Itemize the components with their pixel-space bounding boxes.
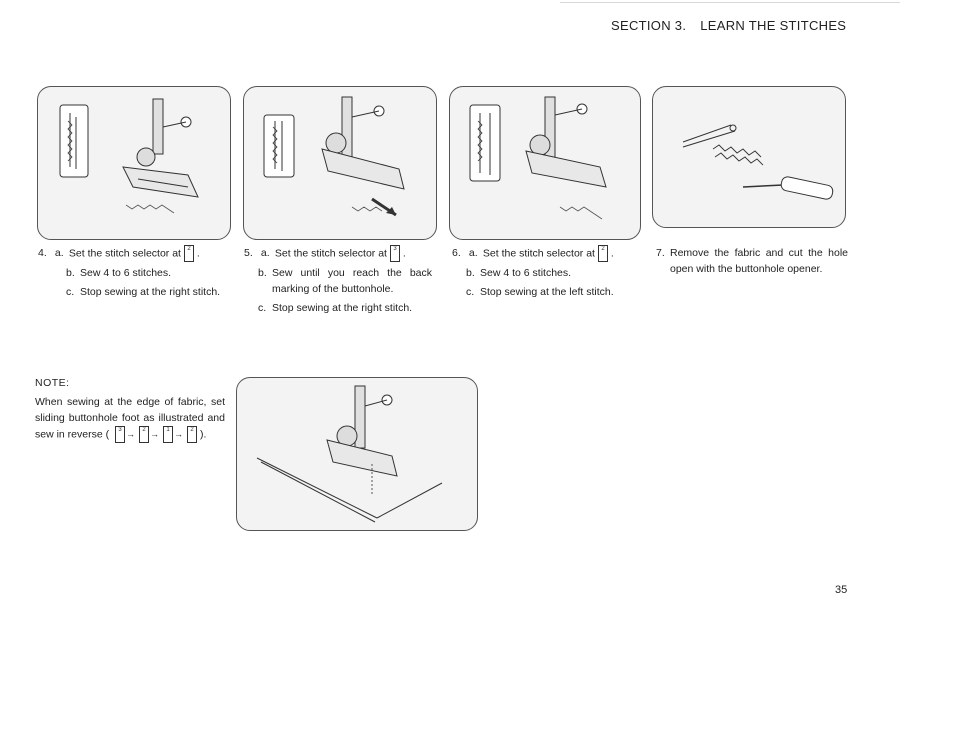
illustration-note [236,377,478,531]
step-text: Set the stitch selector at [482,247,595,260]
step-number: 6. [452,247,461,260]
step-5: 5. a. Set the stitch selector at 3 . b. Sew until you reach the back marking of the buttonhole. c. Stop sewing at the right stitch. [244,246,432,314]
step-number: 5. [244,247,253,260]
step-text: Sew 4 to 6 stitches. [80,267,172,279]
arrow-right-icon: → [174,429,184,440]
step-text: Sew 4 to 6 stitches. [480,267,572,279]
illustration-step-6 [449,86,641,240]
illustration-step-5 [243,86,437,240]
step-number: 7. [656,247,665,259]
step-text: Set the stitch selector at [274,247,387,260]
sub-label: a. [260,247,270,260]
step-6: 6. a. Set the stitch selector at 2 . b. Sew 4 to 6 stitches. c. Stop sewing at the left stitch. [452,246,614,298]
sub-label: c. [466,286,475,298]
arrow-right-icon: → [150,429,160,440]
step-text: Stop sewing at the right stitch. [80,286,221,298]
sub-label: b. [258,267,267,279]
step-text: Stop sewing at the right stitch. [272,302,413,314]
section-header [611,18,846,33]
step-text: Sew until you reach the back marking of the buttonhole. [272,267,432,295]
sub-label: c. [66,286,75,298]
sequence-symbol: 1 [163,426,173,443]
note-close: ). [199,428,207,441]
sequence-symbol: 3 [115,426,125,443]
reverse-sequence [112,426,197,443]
sub-label: b. [466,267,475,279]
section-number: SECTION 3. [611,18,687,33]
stitch-selector-symbol: 2 [598,245,608,262]
step-number: 4. [38,247,47,260]
stitch-selector-symbol: 3 [390,245,400,262]
sub-label: a. [468,247,478,260]
note-text [35,394,225,443]
step-7 [656,245,848,277]
illustration-step-4 [37,86,231,240]
section-title: LEARN THE STITCHES [700,18,847,33]
sequence-symbol: 2 [187,426,197,443]
sub-label: c. [258,302,267,314]
step-text: Remove the fabric and cut the hole open with the buttonhole opener. [670,247,848,275]
sub-label: a. [54,247,64,260]
step-text: Set the stitch selector at [68,247,181,260]
page-number: 35 [835,584,848,596]
step-text: Stop sewing at the left stitch. [480,286,614,298]
arrow-right-icon: → [126,429,136,440]
note-label: NOTE: [35,377,70,389]
top-rule [560,2,900,3]
note-body: When sewing at the edge of fabric, set sliding buttonhole foot as illustrated and sew in reverse ( [35,396,225,441]
stitch-selector-symbol: 2 [184,245,194,262]
illustration-step-7 [652,86,846,228]
sub-label: b. [66,267,75,279]
sequence-symbol: 2 [139,426,149,443]
step-4: 4. a. Set the stitch selector at 2 . b. Sew 4 to 6 stitches. c. Stop sewing at the right stitch. [38,246,221,298]
